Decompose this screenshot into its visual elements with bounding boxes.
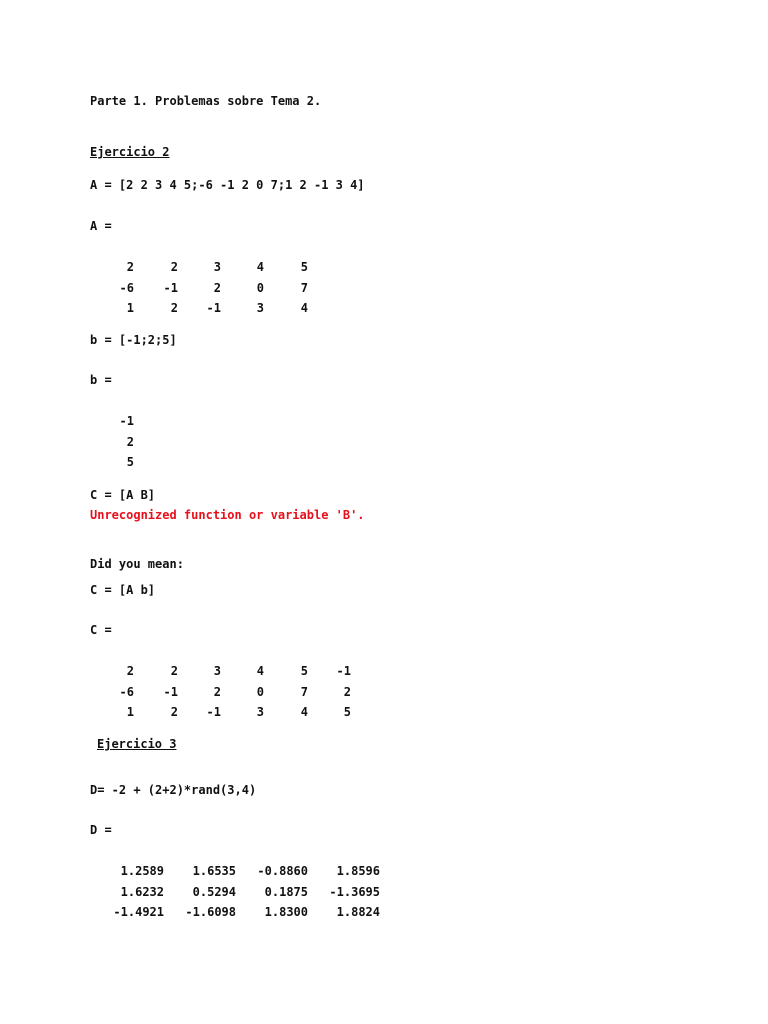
matrix-cell: 2: [170, 705, 178, 719]
matrix-cell: 4: [256, 664, 264, 678]
matrix-cell: 1.2589: [120, 864, 164, 878]
matrix-cell: 5: [300, 260, 308, 274]
exercise-2-heading: Ejercicio 2: [90, 145, 170, 159]
vector-cell: -1: [119, 414, 134, 428]
matrix-cell: 2: [213, 280, 221, 295]
matrix-cell: 0.5294: [192, 884, 236, 899]
matrix-cell: 1.6232: [120, 884, 164, 899]
matrix-cell: 1: [126, 301, 134, 315]
matrix-cell: 2: [170, 260, 178, 274]
matrix-cell: 2: [213, 684, 221, 699]
vector-cell: 5: [126, 455, 134, 469]
matrix-cell: 0.1875: [264, 884, 308, 899]
matrix-cell: 1.8596: [336, 864, 380, 878]
page-title: Parte 1. Problemas sobre Tema 2.: [90, 94, 322, 108]
matrix-cell: 2: [126, 260, 134, 274]
matrix-cell: -1.3695: [329, 884, 380, 899]
matrix-cell: -1: [336, 664, 351, 678]
matrix-cell: 4: [300, 705, 308, 719]
did-you-mean-label: Did you mean:: [90, 557, 184, 571]
output-c-label: C =: [90, 623, 112, 637]
command-define-d: D= -2 + (2+2)*rand(3,4): [90, 783, 257, 797]
matrix-cell: 2: [170, 301, 178, 315]
matrix-cell: 2: [126, 664, 134, 678]
matrix-cell: -6: [119, 684, 134, 699]
matrix-cell: -1.4921: [113, 905, 164, 919]
matrix-cell: 2: [343, 684, 351, 699]
command-concat-c: C = [A b]: [90, 583, 156, 597]
output-b-label: b =: [90, 373, 112, 387]
matrix-cell: -0.8860: [257, 864, 308, 878]
vector-cell: 2: [126, 434, 134, 449]
matrix-cell: 7: [300, 280, 308, 295]
matrix-cell: 3: [213, 664, 221, 678]
matrix-cell: 3: [213, 260, 221, 274]
matrix-cell: 5: [300, 664, 308, 678]
matrix-cell: -1: [206, 705, 221, 719]
matrix-cell: 0: [256, 280, 264, 295]
matrix-cell: 7: [300, 684, 308, 699]
matrix-cell: 1: [126, 705, 134, 719]
command-define-a: A = [2 2 3 4 5;-6 -1 2 0 7;1 2 -1 3 4]: [90, 178, 365, 192]
matrix-cell: 1.6535: [192, 864, 236, 878]
output-d-label: D =: [90, 823, 112, 837]
command-concat-wrong: C = [A B]: [90, 488, 156, 502]
matrix-cell: -1: [206, 301, 221, 315]
matrix-cell: -1: [163, 684, 178, 699]
matrix-cell: 2: [170, 664, 178, 678]
matrix-cell: 3: [256, 301, 264, 315]
matrix-cell: 3: [256, 705, 264, 719]
matrix-cell: -6: [119, 280, 134, 295]
error-message: Unrecognized function or variable 'B'.: [90, 508, 365, 522]
exercise-3-heading: Ejercicio 3: [97, 737, 177, 751]
matrix-cell: -1.6098: [185, 905, 236, 919]
matrix-cell: 4: [256, 260, 264, 274]
output-a-label: A =: [90, 219, 112, 233]
matrix-cell: 1.8300: [264, 905, 308, 919]
matrix-cell: -1: [163, 280, 178, 295]
matrix-cell: 4: [300, 301, 308, 315]
matrix-cell: 5: [343, 705, 351, 719]
matrix-cell: 1.8824: [336, 905, 380, 919]
command-define-b: b = [-1;2;5]: [90, 333, 177, 347]
matrix-cell: 0: [256, 684, 264, 699]
